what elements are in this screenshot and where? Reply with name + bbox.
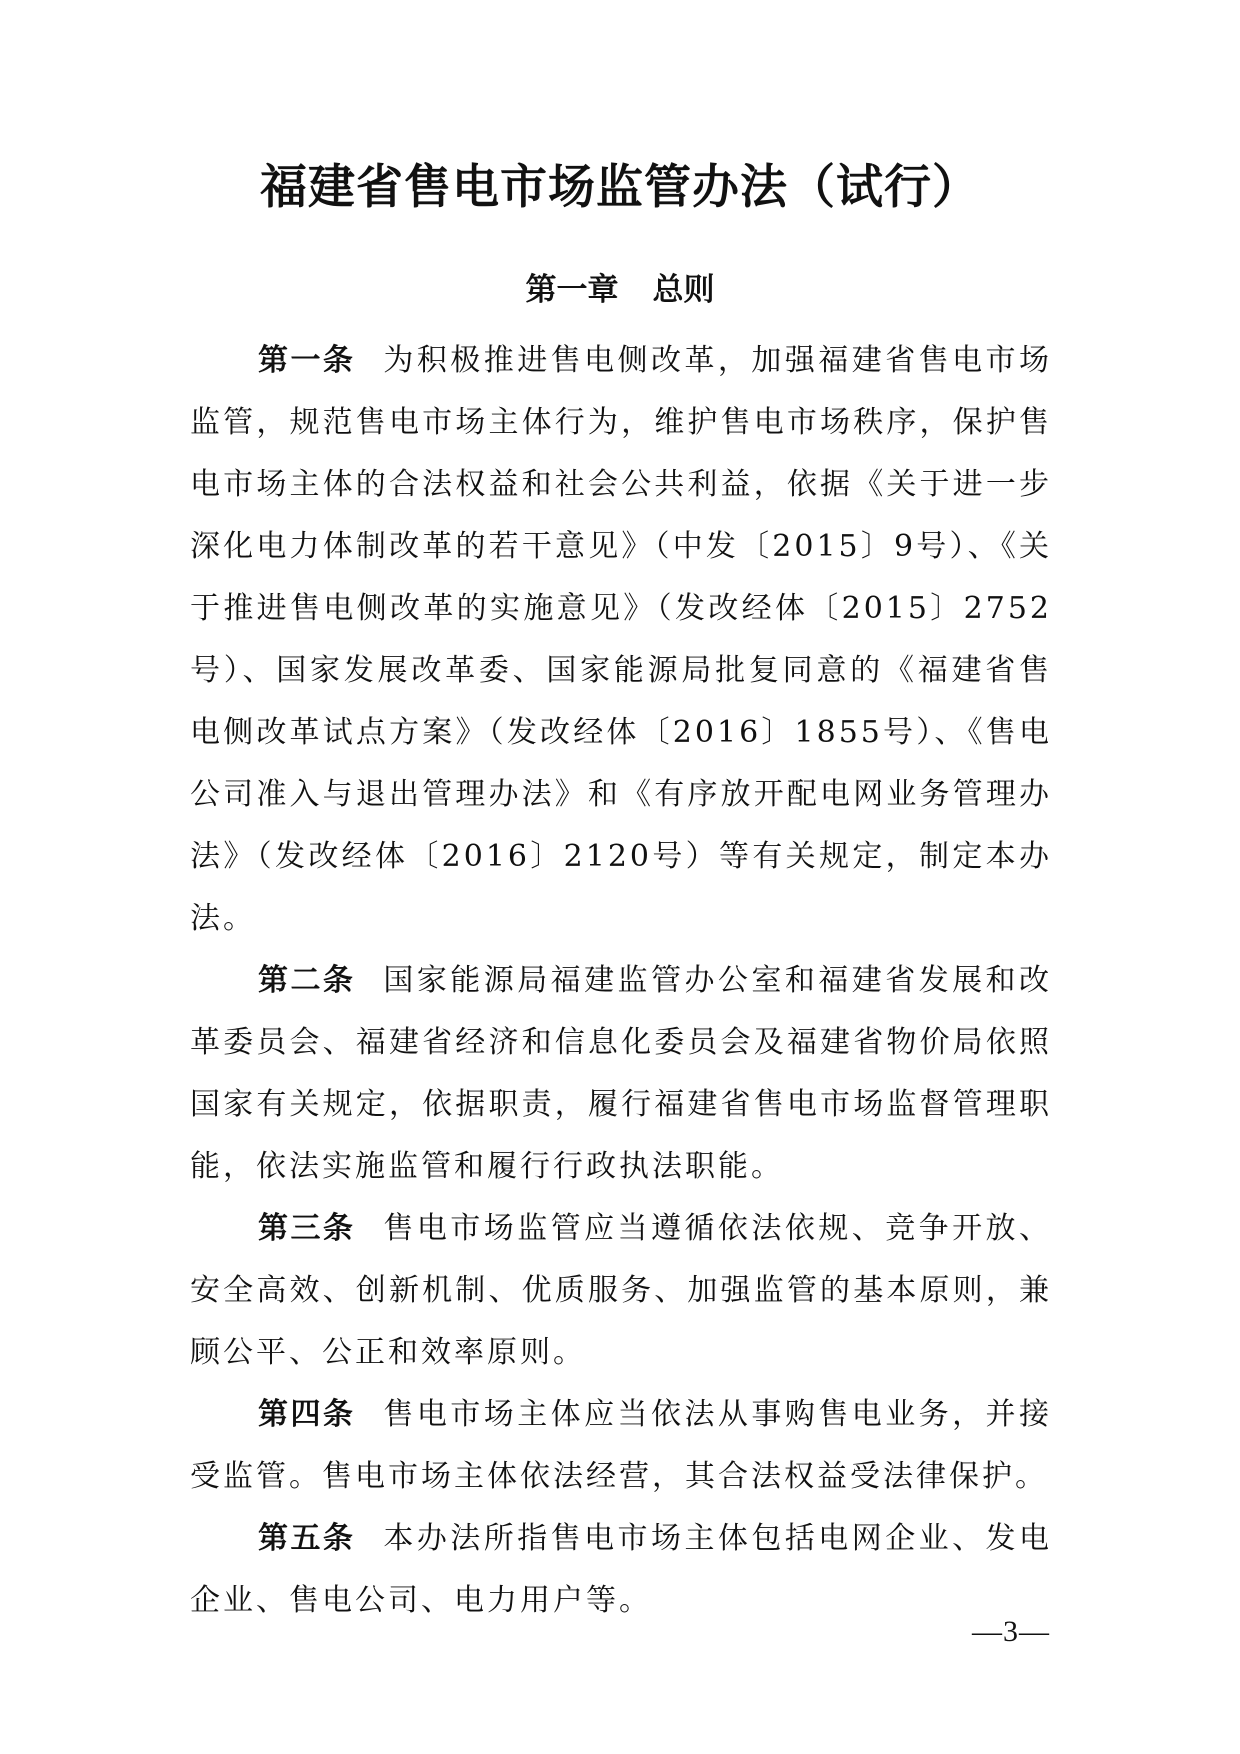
chapter-name: 总则 (652, 272, 715, 308)
article-3 (190, 1198, 1052, 1384)
article-label: 第一条 (258, 343, 356, 378)
article-label: 第三条 (258, 1211, 356, 1246)
article-text: 国家能源局福建监管办公室和福建省发展和改革委员会、福建省经济和信息化委员会及福建省物价局依照国家有关规定，依据职责，履行福建省售电市场监督管理职能，依法实施监管和履行行政执法职能。 (190, 963, 1053, 1184)
article-5 (190, 1508, 1052, 1632)
article-text: 本办法所指售电市场主体包括电网企业、发电企业、售电公司、电力用户等。 (190, 1521, 1053, 1618)
article-text: 售电市场监管应当遵循依法依规、竞争开放、安全高效、创新机制、优质服务、加强监管的基本原则，兼顾公平、公正和效率原则。 (190, 1211, 1053, 1370)
article-label: 第二条 (258, 963, 356, 998)
page-number: —3— (972, 1615, 1050, 1648)
chapter-heading (0, 264, 1240, 309)
article-1 (190, 330, 1052, 950)
article-text: 为积极推进售电侧改革，加强福建省售电市场监管，规范售电市场主体行为，维护售电市场秩序，保护售电市场主体的合法权益和社会公共利益，依据《关于进一步深化电力体制改革的若干意见》（中发〔2015〕9号）、《关于推进售电侧改革的实施意见》（发改经体〔2015〕2752号）、国家发展改革委、国家能源局批复同意的《福建省售电侧改革试点方案》（发改经体〔2016〕1855号）、《售电公司准入与退出管理办法》和《有序放开配电网业务管理办法》（发改经体〔2016〕2120号）等有关规定，制定本办法。 (190, 343, 1053, 936)
article-4 (190, 1384, 1052, 1508)
document-title: 福建省售电市场监管办法（试行） (260, 160, 980, 215)
chapter-number: 第一章 (525, 272, 619, 308)
article-label: 第五条 (258, 1521, 356, 1556)
article-text: 售电市场主体应当依法从事购售电业务，并接受监管。售电市场主体依法经营，其合法权益受法律保护。 (190, 1397, 1053, 1494)
article-label: 第四条 (258, 1397, 356, 1432)
document-body (190, 330, 1052, 1632)
article-2 (190, 950, 1052, 1198)
